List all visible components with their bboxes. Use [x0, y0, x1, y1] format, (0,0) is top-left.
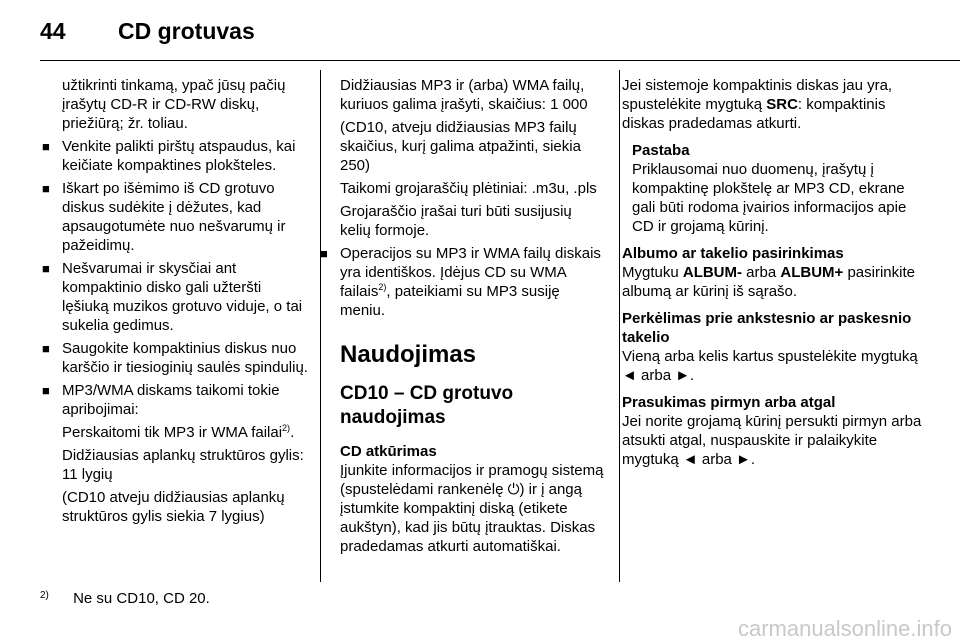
footnote	[40, 590, 210, 607]
list-item: ■ MP3/WMA diskams taikomi tokie apribojimai:	[42, 382, 280, 418]
power-knob-icon: ⏻	[507, 481, 520, 498]
paragraph: (CD10, atveju didžiausias MP3 failų skaičius, kurį galima atpažinti, siekia 250)	[340, 119, 581, 174]
paragraph: Jei sistemoje kompaktinis diskas jau yra, spustelėkite mygtuką SRC: kompaktinis diskas pradedamas atkurti.	[622, 77, 893, 132]
note-box	[622, 141, 922, 236]
bullet-icon: ■	[42, 261, 50, 276]
column-3	[622, 76, 922, 477]
list-item: ■ Iškart po išėmimo iš CD grotuvo diskus sudėkite į dėžutes, kad apsaugotumėte nuo nešvarumų ir pažeidimų.	[42, 180, 286, 254]
paragraph: Mygtuku ALBUM- arba ALBUM+ pasirinkite albumą ar kūrinį iš sąrašo.	[622, 264, 915, 300]
bullet-icon: ■	[42, 383, 50, 398]
paragraph: Jei norite grojamą kūrinį persukti pirmyn arba atsukti atgal, nuspauskite ir palaikykite mygtuką ◄ arba ►.	[622, 413, 922, 468]
bullet-icon: ■	[320, 246, 328, 261]
footnote-ref: 2)	[378, 282, 387, 292]
sub-paragraph: Didžiausias aplankų struktūros gylis: 11 lygių	[62, 447, 304, 483]
footnote-text: Ne su CD10, CD 20.	[73, 590, 210, 607]
column-2	[320, 76, 605, 560]
column-divider	[619, 70, 620, 582]
note-title: Pastaba	[632, 142, 690, 159]
list-item: ■ Saugokite kompaktinius diskus nuo karščio ir tiesioginių saulės spindulių.	[42, 340, 308, 376]
watermark: carmanualsonline.info	[737, 616, 952, 641]
paragraph: Didžiausias MP3 ir (arba) WMA failų, kuriuos galima įrašyti, skaičius: 1 000	[340, 77, 588, 113]
paragraph: Taikomi grojaraščių plėtiniai: .m3u, .pls	[340, 180, 597, 197]
section-heading: Naudojimas	[340, 341, 477, 368]
sub-paragraph: (CD10 atveju didžiausias aplankų struktūros gylis siekia 7 lygius)	[62, 489, 285, 525]
bullet-icon: ■	[42, 181, 50, 196]
bullet-icon: ■	[42, 139, 50, 154]
src-key-label: SRC	[766, 96, 798, 113]
topic-heading: Albumo ar takelio pasirinkimas	[622, 245, 844, 262]
list-item: ■ Venkite palikti pirštų atspaudus, kai keičiate kompaktines plokšteles.	[42, 138, 296, 174]
sub-paragraph: Perskaitomi tik MP3 ir WMA failai$^{2)}$.	[62, 423, 295, 441]
topic-heading: Prasukimas pirmyn arba atgal	[622, 394, 836, 411]
page-header	[0, 0, 960, 60]
footnote-mark: 2)	[40, 590, 49, 601]
bullet-icon: ■	[42, 341, 50, 356]
list-item: ■ Nešvarumai ir skysčiai ant kompaktinio disko gali užteršti lęšiuką muzikos grotuvo viduje, o tai sukelia gedimus.	[42, 260, 303, 334]
page-number: 44	[40, 18, 66, 44]
note-text: Priklausomai nuo duomenų, įrašytų į kompaktinę plokštelę ar MP3 CD, ekrane gali būti rodoma įvairios informacijos apie CD ir grojamą kūrinį.	[632, 161, 907, 235]
paragraph: Vieną arba kelis kartus spustelėkite mygtuką ◄ arba ►.	[622, 348, 918, 384]
subsection-heading: CD10 – CD grotuvo naudojimas	[340, 383, 514, 428]
list-item: ■ Operacijos su MP3 ir WMA failų diskais yra identiškos. Įdėjus CD su WMA failais$^{2)}$, pateikiami su MP3 susiję meniu.	[320, 245, 601, 319]
paragraph: Grojaraščio įrašai turi būti susijusių kelių formoje.	[340, 203, 572, 239]
page-title: CD grotuvas	[118, 18, 255, 44]
footnote-ref: 2)	[282, 423, 291, 433]
header-divider	[40, 60, 960, 61]
paragraph: užtikrinti tinkamą, ypač jūsų pačių įrašytų CD-R ir CD-RW diskų, priežiūrą; žr. toliau.	[62, 77, 286, 132]
column-1	[42, 76, 312, 530]
topic-heading: CD atkūrimas	[340, 443, 437, 460]
paragraph: Įjunkite informacijos ir pramogų sistemą (spustelėdami rankenėlę ⏻) ir į angą įstumkite kompaktinį diską (etikete aukštyn), kad jis būtų įtrauktas. Diskas pradedamas atkurti automatiškai.	[340, 462, 604, 555]
topic-heading: Perkėlimas prie ankstesnio ar paskesnio takelio	[622, 310, 912, 346]
album-plus-key-label: ALBUM+	[780, 264, 844, 281]
column-divider	[320, 70, 321, 582]
album-minus-key-label: ALBUM-	[682, 264, 743, 281]
